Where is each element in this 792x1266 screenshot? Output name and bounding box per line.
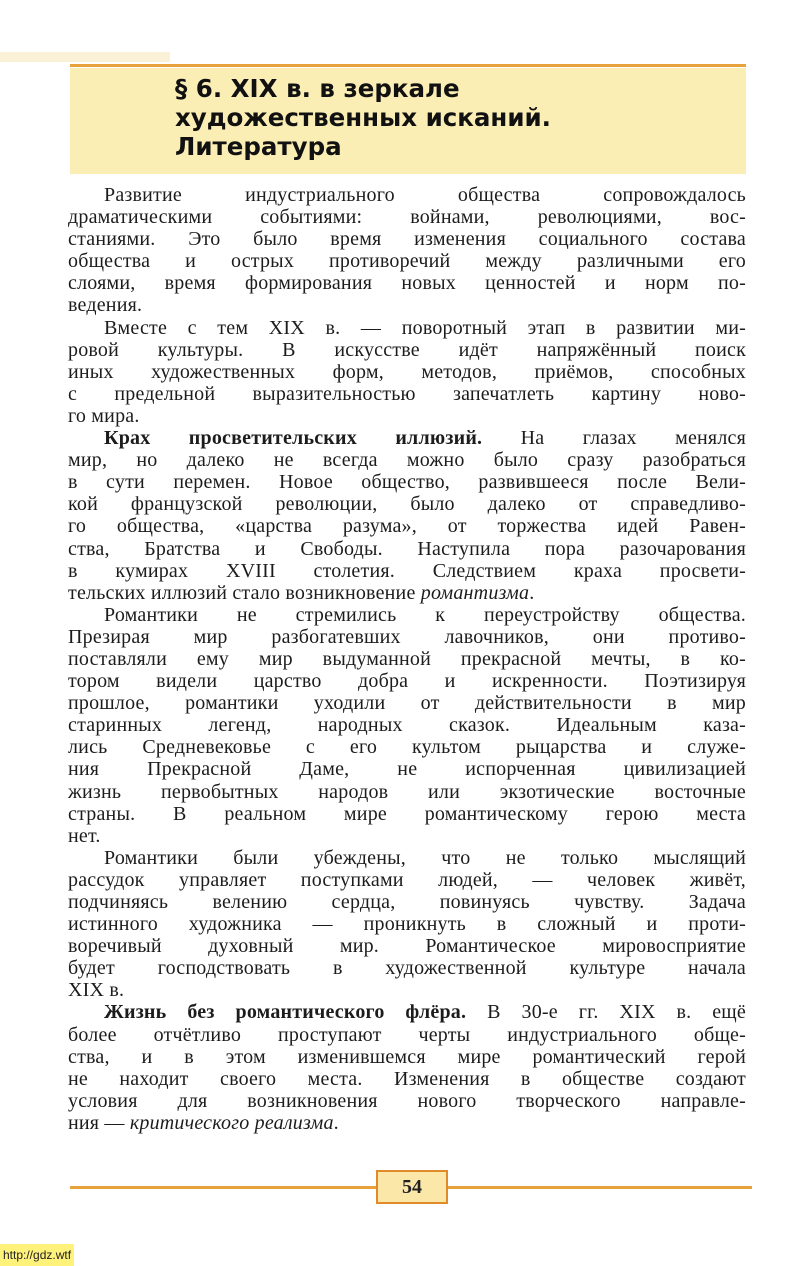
text-line: иных художественных форм, методов, приёмов, способных bbox=[68, 360, 746, 383]
text-line: лись Средневековье с его культом рыцарства и служе- bbox=[68, 736, 746, 759]
italic-term: романтизма bbox=[420, 581, 530, 604]
text-line: мир, но далеко не всегда можно было сразу разобраться bbox=[68, 449, 746, 472]
top-shadow-band bbox=[0, 52, 170, 62]
text-span: тельских иллюзий стало возникновение bbox=[68, 581, 421, 604]
text-line: в сути перемен. Новое общество, развившееся после Вели- bbox=[68, 471, 746, 494]
text-line: ства, и в этом изменившемся мире романтический герой bbox=[68, 1045, 746, 1068]
top-rule bbox=[70, 64, 746, 67]
text-line bbox=[68, 427, 746, 449]
text-line: общества и острых противоречий между различными его bbox=[68, 250, 746, 273]
watermark-link[interactable]: http://gdz.wtf bbox=[0, 1244, 74, 1266]
text-line: более отчётливо проступают черты индустриального обще- bbox=[68, 1023, 746, 1046]
text-line: тором видели царство добра и искренности. Поэтизируя bbox=[68, 670, 746, 693]
text-line: го общества, «царства разума», от торжества идей Равен- bbox=[68, 515, 746, 538]
page-number: 54 bbox=[376, 1170, 448, 1204]
text-line: нет. bbox=[68, 824, 101, 847]
text-span: ния — bbox=[68, 1111, 130, 1134]
text-line bbox=[68, 582, 746, 604]
text-line: станиями. Это было время изменения социального состава bbox=[68, 228, 746, 251]
text-line: будет господствовать в художественной культуре начала bbox=[68, 957, 746, 980]
text-line: слоями, время формирования новых ценностей и норм по- bbox=[68, 272, 746, 295]
text-line: кой французской революции, было далеко от справедливо- bbox=[68, 493, 746, 516]
text-span: . bbox=[529, 581, 535, 604]
text-line: ведения. bbox=[68, 294, 143, 317]
text-line: поставляли ему мир выдуманной прекрасной мечты, в ко- bbox=[68, 647, 746, 670]
text-line: прошлое, романтики уходили от действительности в мир bbox=[68, 692, 746, 715]
text-line: в кумирах XVIII столетия. Следствием краха просвети- bbox=[68, 559, 746, 582]
bold-lead: Жизнь без романтического флёра. bbox=[104, 1001, 467, 1024]
italic-term: критического реализма bbox=[129, 1111, 334, 1134]
body-text bbox=[68, 184, 746, 1134]
text-line: старинных легенд, народных сказок. Идеальным каза- bbox=[68, 714, 746, 737]
text-line: ровой культуры. В искусстве идёт напряжённый поиск bbox=[68, 338, 746, 361]
bottom-rule-right bbox=[448, 1186, 752, 1189]
section-title-line: § 6. XIX в. в зеркале bbox=[175, 74, 460, 103]
text-line: подчиняясь велению сердца, повинуясь чувству. Задача bbox=[68, 891, 746, 913]
text-line: ства, Братства и Свободы. Наступила пора разочарования bbox=[68, 537, 746, 560]
text-line: не находит своего места. Изменения в обществе создают bbox=[68, 1067, 746, 1090]
text-line: с предельной выразительностью запечатлеть картину ново- bbox=[68, 382, 746, 405]
section-title bbox=[175, 74, 735, 161]
text-line: жизнь первобытных народов или экзотические восточные bbox=[68, 780, 746, 803]
text-line: рассудок управляет поступками людей, — человек живёт, bbox=[68, 868, 746, 891]
text-line: Вместе с тем XIX в. — поворотный этап в развитии ми- bbox=[104, 316, 746, 339]
text-line: XIX в. bbox=[68, 979, 125, 1002]
text-line: Романтики были убеждены, что не только мыслящий bbox=[104, 846, 746, 869]
text-line bbox=[68, 1112, 746, 1134]
text-span: В 30-е гг. XIX в. ещё bbox=[466, 1001, 746, 1024]
text-line: истинного художника — проникнуть в сложный и проти- bbox=[68, 913, 746, 936]
text-line: Развитие индустриального общества сопровождалось bbox=[104, 184, 746, 206]
text-line: го мира. bbox=[68, 404, 140, 427]
text-span: . bbox=[333, 1111, 339, 1134]
section-title-line: художественных исканий. bbox=[175, 103, 551, 132]
text-line bbox=[68, 1001, 746, 1023]
text-line: Презирая мир разбогатевших лавочников, они противо- bbox=[68, 625, 746, 648]
text-line: ния Прекрасной Даме, не испорченная цивилизацией bbox=[68, 758, 746, 781]
bold-lead: Крах просветительских иллюзий. bbox=[104, 427, 483, 450]
text-line: условия для возникновения нового творческого направле- bbox=[68, 1089, 746, 1112]
section-title-line: Литература bbox=[175, 132, 342, 161]
text-line: воречивый духовный мир. Романтическое мировосприятие bbox=[68, 935, 746, 958]
text-span: На глазах менялся bbox=[482, 427, 746, 450]
text-line: страны. В реальном мире романтическому герою места bbox=[68, 802, 746, 825]
text-line: драматическими событиями: войнами, революциями, вос- bbox=[68, 206, 746, 229]
bottom-rule-left bbox=[70, 1186, 378, 1189]
text-line: Романтики не стремились к переустройству общества. bbox=[104, 603, 746, 626]
